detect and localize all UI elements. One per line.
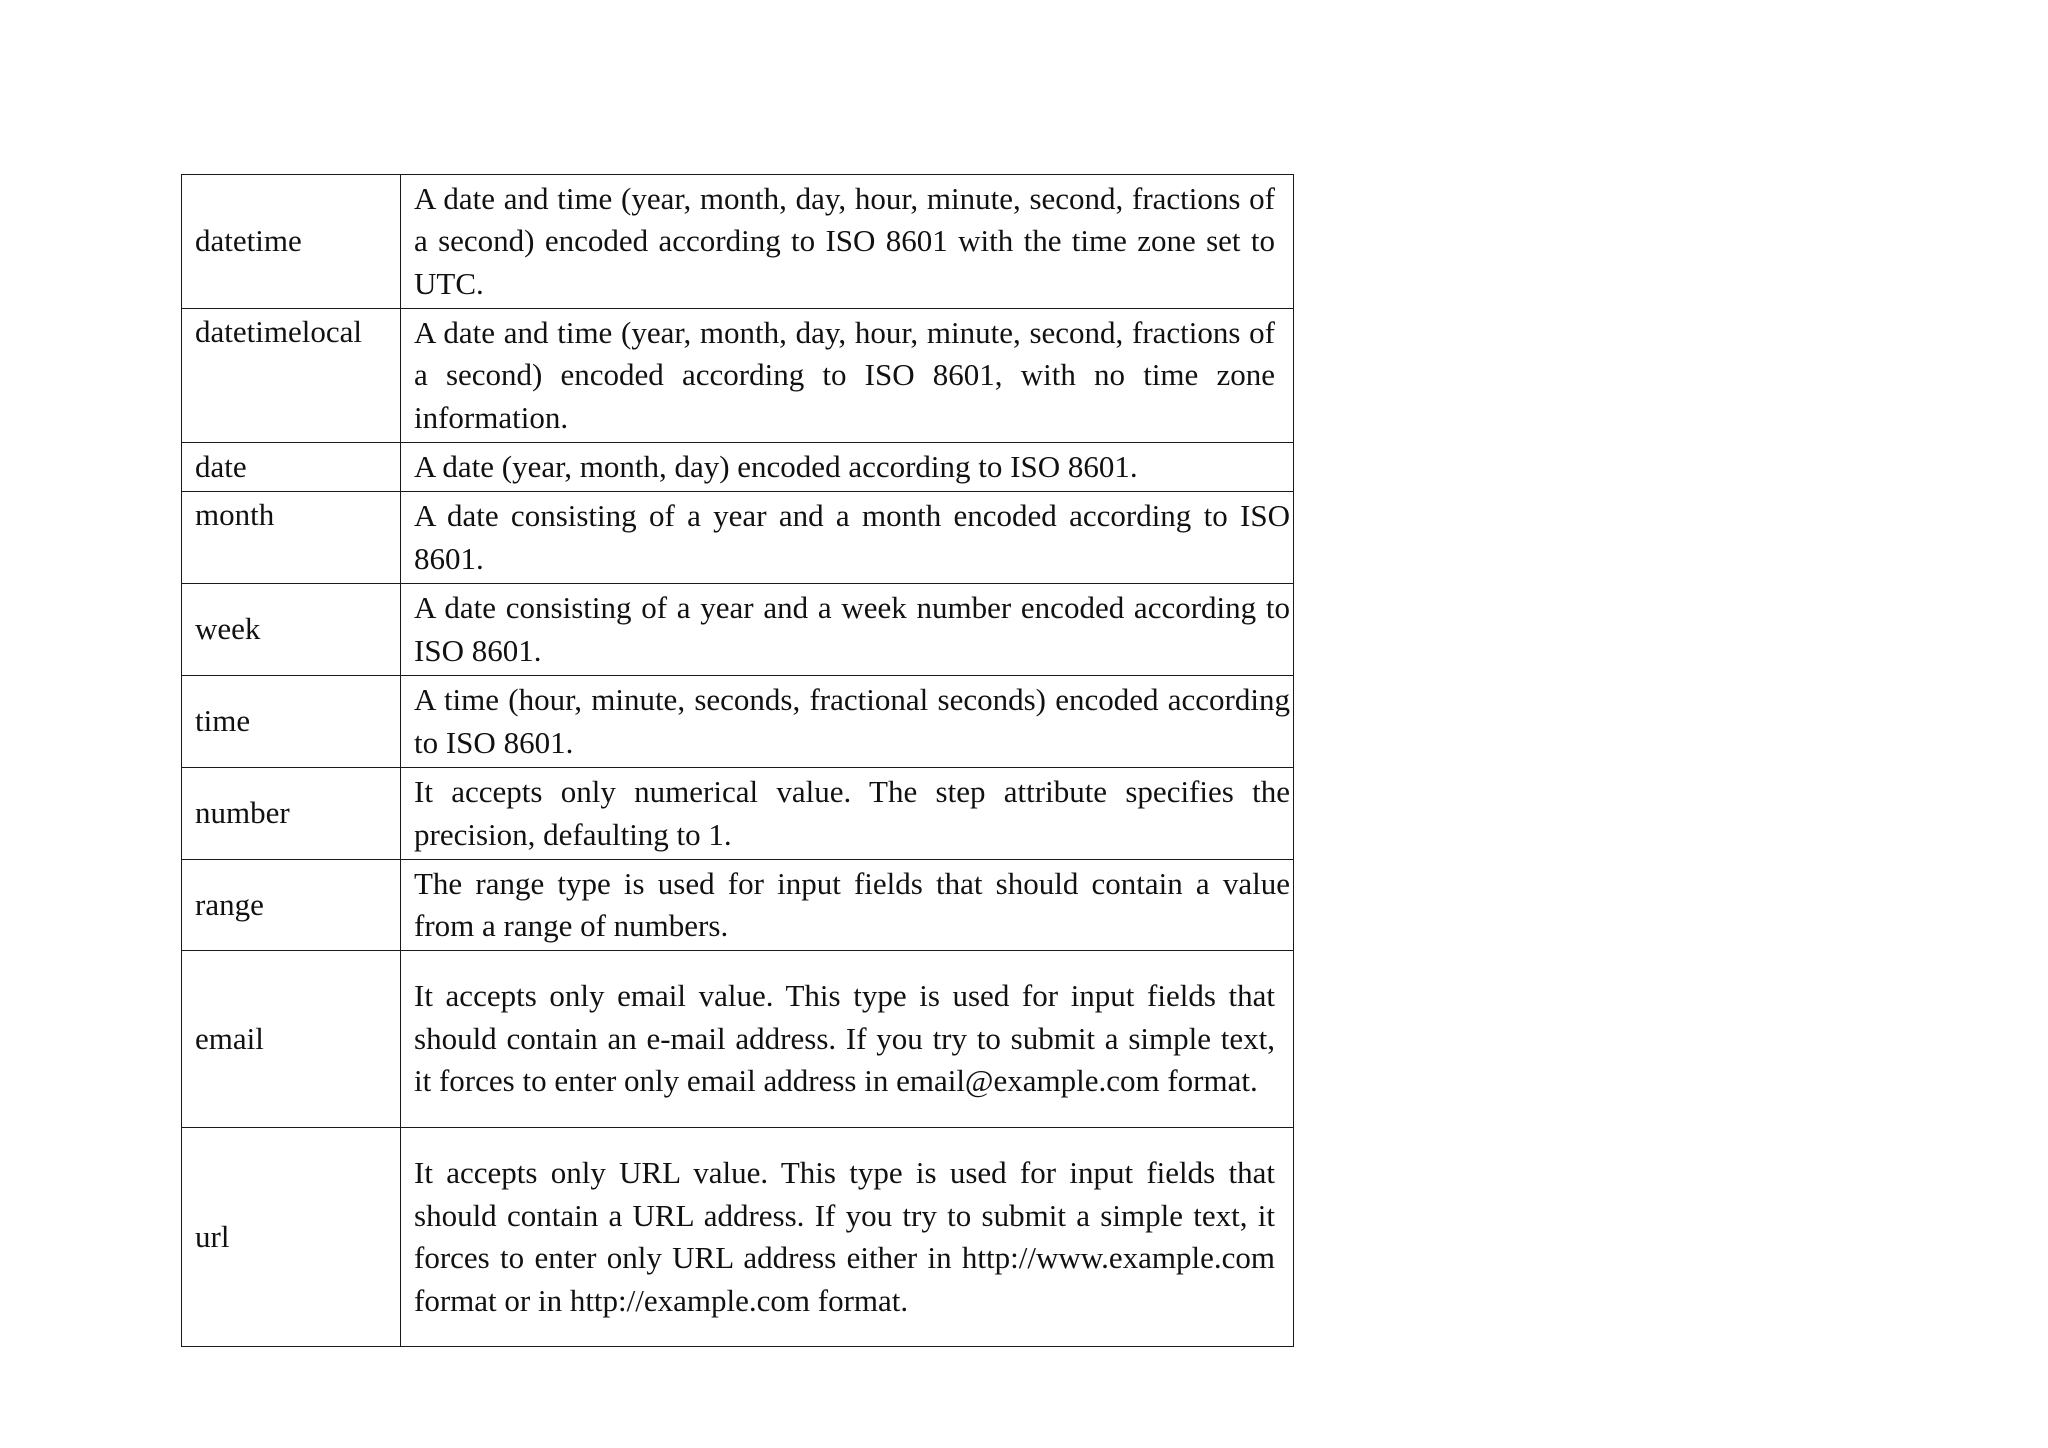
- type-cell: url: [182, 1128, 401, 1347]
- description-cell: A date (year, month, day) encoded according to ISO 8601.: [401, 443, 1294, 492]
- type-cell: datetimelocal: [182, 309, 401, 443]
- type-cell: datetime: [182, 175, 401, 309]
- table-row: [182, 443, 1294, 492]
- type-cell: number: [182, 768, 401, 860]
- table-row: [182, 676, 1294, 768]
- table-row: [182, 492, 1294, 584]
- type-cell: week: [182, 584, 401, 676]
- description-cell: A time (hour, minute, seconds, fractional seconds) encoded according to ISO 8601.: [401, 676, 1294, 768]
- input-types-table: [181, 174, 1294, 1347]
- description-cell: A date consisting of a year and a week number encoded according to ISO 8601.: [401, 584, 1294, 676]
- type-cell: time: [182, 676, 401, 768]
- table-row: [182, 860, 1294, 951]
- table-row: [182, 175, 1294, 309]
- table-row: [182, 584, 1294, 676]
- description-cell: It accepts only URL value. This type is used for input fields that should contain a URL address. If you try to submit a simple text, it forces to enter only URL address either in http://www.example.com format or in http://example.com format.: [401, 1128, 1294, 1347]
- table-row: [182, 768, 1294, 860]
- description-cell: A date and time (year, month, day, hour, minute, second, fractions of a second) encoded according to ISO 8601, with no time zone information.: [401, 309, 1294, 443]
- type-cell: date: [182, 443, 401, 492]
- table-row: [182, 951, 1294, 1128]
- description-cell: It accepts only email value. This type is used for input fields that should contain an e-mail address. If you try to submit a simple text, it forces to enter only email address in email@example.com format.: [401, 951, 1294, 1128]
- type-cell: email: [182, 951, 401, 1128]
- description-cell: A date consisting of a year and a month encoded according to ISO 8601.: [401, 492, 1294, 584]
- table-row: [182, 1128, 1294, 1347]
- table-row: [182, 309, 1294, 443]
- type-cell: month: [182, 492, 401, 584]
- type-cell: range: [182, 860, 401, 951]
- description-cell: It accepts only numerical value. The step attribute specifies the precision, defaulting to 1.: [401, 768, 1294, 860]
- description-cell: The range type is used for input fields that should contain a value from a range of numbers.: [401, 860, 1294, 951]
- description-cell: A date and time (year, month, day, hour, minute, second, fractions of a second) encoded according to ISO 8601 with the time zone set to UTC.: [401, 175, 1294, 309]
